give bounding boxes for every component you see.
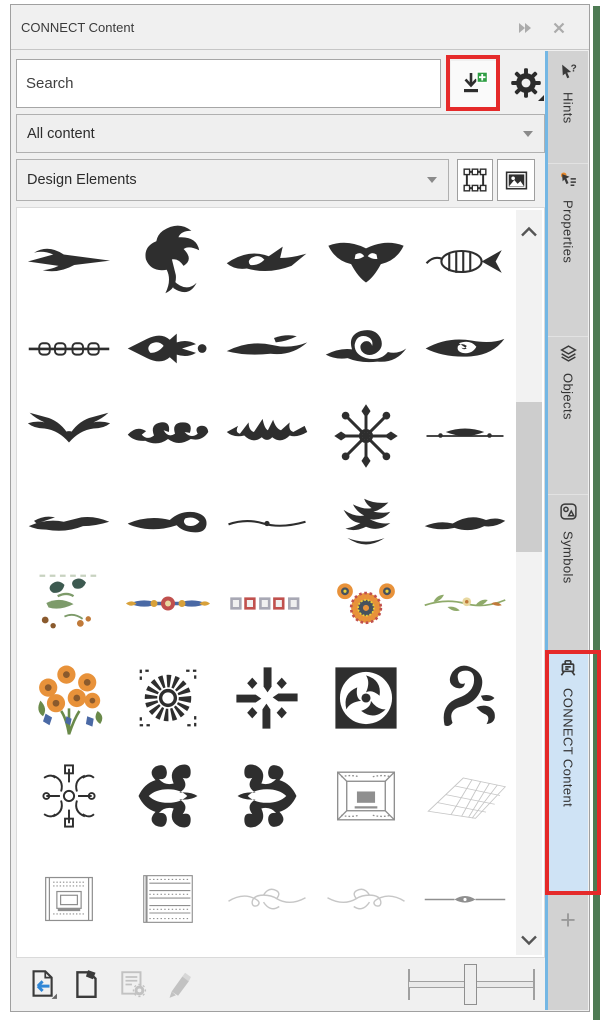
objects-layers-icon [559,344,578,363]
close-docker-button[interactable] [550,20,567,35]
thumbnail-light-swirl-mirrored[interactable] [317,843,416,955]
tab-symbols[interactable] [548,494,588,647]
thumbnail-tribal-spear[interactable] [19,210,118,313]
thumbnail-room-etching[interactable] [19,843,118,955]
thumbnail-floral-branch[interactable] [416,558,515,648]
edit-marker-button[interactable] [158,963,196,1005]
thumbnail-cross-ornament[interactable] [217,648,316,748]
marker-icon [162,969,192,999]
options-flyout-indicator [538,95,544,101]
image-preview-toggle[interactable] [497,159,535,201]
double-chevron-right-icon [517,21,533,35]
close-icon [552,21,566,35]
vector-preview-icon [462,167,488,193]
thumbnail-light-swirl[interactable] [217,843,316,955]
get-more-button[interactable] [451,61,497,107]
options-button[interactable] [507,63,545,103]
scroll-up-button[interactable] [520,224,538,236]
thumbnail-cross-stitch-border[interactable] [217,558,316,648]
chevron-down-icon [427,177,437,183]
import-document-icon [24,968,58,1000]
thumbnail-tribal-emblem[interactable] [118,313,217,383]
thumbnail-tribal-eye[interactable] [416,313,515,383]
scrollbar-thumb[interactable] [516,402,542,552]
thumbnail-flame-wings[interactable] [317,488,416,558]
docker-tabstrip [545,51,588,1010]
category-dropdown-label: Design Elements [27,172,137,188]
thumbnail-tribal-fish[interactable] [217,210,316,313]
vector-preview-toggle[interactable] [457,159,493,201]
tab-properties[interactable] [548,163,588,333]
thumbnail-small-divider[interactable] [416,383,515,488]
collection-dropdown[interactable] [16,114,545,153]
thumbnail-tribal-wave[interactable] [416,488,515,558]
thumbnail-sunburst-medallion[interactable] [118,648,217,748]
list-gear-icon [118,969,148,999]
thumbnail-tribal-mask[interactable] [317,210,416,313]
vertical-scrollbar[interactable] [516,210,542,955]
thumbnail-tribal-wings[interactable] [19,383,118,488]
svg-text:?: ? [570,63,577,75]
thumbnail-tribal-band[interactable] [217,383,316,488]
thumbnail-tribal-horn[interactable] [118,488,217,558]
tab-properties-label: Properties [560,200,576,264]
category-dropdown[interactable] [16,159,449,201]
symbols-icon [559,502,578,521]
docker-title: CONNECT Content [21,20,135,35]
thumbnail-frame-etching[interactable] [317,748,416,843]
thumbnail-chain-divider[interactable] [19,313,118,383]
connect-icon [558,658,578,678]
docker-footer [16,961,545,1009]
tab-hints[interactable] [548,56,588,160]
tab-hints-label: Hints [560,92,576,124]
thumbnail-fish-skeleton[interactable] [416,210,515,313]
thumbnail-thin-squiggle[interactable] [217,488,316,558]
thumbnail-scroll-medallion-left[interactable] [118,748,217,843]
tab-symbols-label: Symbols [560,531,576,584]
chevron-down-icon [520,935,538,946]
chevron-up-icon [520,226,538,237]
thumbnail-tribal-eye-swirl[interactable] [317,313,416,383]
thumbnail-ornamental-divider[interactable] [416,843,515,955]
thumbnail-perspective-grid[interactable] [416,748,515,843]
add-docker-button[interactable] [548,900,588,940]
results-panel [16,207,545,958]
new-document-button[interactable] [68,963,106,1005]
thumbnail-scroll-flourish[interactable] [416,648,515,748]
thumbnail-flower-bouquet[interactable] [19,648,118,748]
thumbnail-floral-corner[interactable] [19,558,118,648]
tab-connect-content-label: CONNECT Content [560,688,576,808]
tab-objects-label: Objects [560,373,576,420]
thumbnail-tribal-swoosh[interactable] [217,313,316,383]
connect-content-docker [10,4,590,1012]
thumbnail-tribal-armband[interactable] [118,383,217,488]
window-edge-strip [593,6,600,1020]
thumbnail-ruled-etching[interactable] [118,843,217,955]
thumbnail-rosette-trio[interactable] [317,558,416,648]
tab-objects[interactable] [548,336,588,491]
search-input[interactable] [16,59,441,108]
chevron-down-icon [523,131,533,137]
import-button[interactable] [22,963,60,1005]
download-plus-icon [459,71,489,97]
properties-icon [559,171,578,190]
zoom-slider-thumb[interactable] [464,964,477,1005]
content-grid [19,210,515,955]
thumbnail-floral-border[interactable] [118,558,217,648]
collection-dropdown-label: All content [27,125,95,142]
thumbnail-lattice-ornament[interactable] [19,748,118,843]
thumbnail-circle-square-ornament[interactable] [317,648,416,748]
collapse-docker-button[interactable] [516,20,533,35]
new-document-icon [71,968,103,1000]
item-properties-button[interactable] [114,963,152,1005]
thumbnail-tribal-blade[interactable] [19,488,118,558]
docker-titlebar [11,5,589,50]
thumbnail-dragon-tattoo[interactable] [118,210,217,313]
tab-connect-content[interactable] [548,650,588,894]
thumbnail-scroll-medallion-right[interactable] [217,748,316,843]
image-preview-icon [503,167,530,194]
zoom-slider-max-tick [533,969,535,1000]
scroll-down-button[interactable] [520,933,538,945]
plus-icon: + [560,905,576,935]
thumbnail-tribal-star[interactable] [317,383,416,488]
cursor-help-icon [559,63,578,82]
